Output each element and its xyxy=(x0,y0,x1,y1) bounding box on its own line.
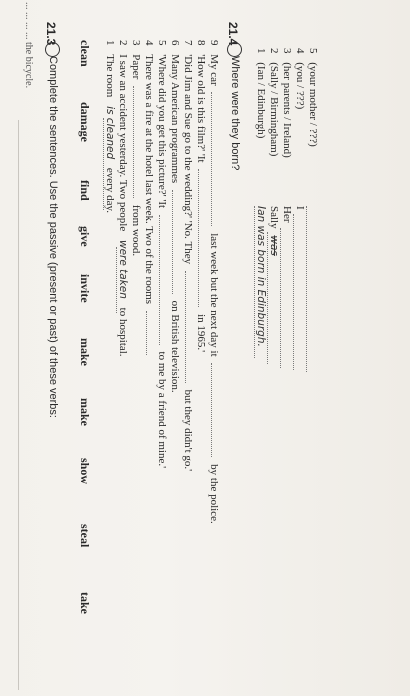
exercise-item xyxy=(294,48,306,109)
answer-blank[interactable] xyxy=(146,311,147,355)
exercise-item xyxy=(169,40,181,393)
verb-word: invite xyxy=(78,274,92,303)
item-text: to hospital. xyxy=(117,307,129,357)
item-number: 9 xyxy=(208,40,220,46)
item-number: 1 xyxy=(255,48,267,54)
exercise-item xyxy=(104,40,116,213)
previous-exercise-fragment: ... ... ... ... the bicycle. xyxy=(23,2,34,89)
answer-blank[interactable] xyxy=(159,215,160,345)
exercise-instruction: Complete the sentences. Use the passive (present or past) of these verbs: xyxy=(47,56,59,418)
answer-blank[interactable] xyxy=(198,169,199,307)
item-prompt: (her parents / Ireland) xyxy=(281,62,293,158)
verb-word: damage xyxy=(78,102,92,142)
answer-blank xyxy=(254,206,255,358)
item-text: 'Where did you get this picture?' 'It xyxy=(156,54,168,209)
item-number: 5 xyxy=(156,40,168,46)
verb-word: find xyxy=(78,180,92,201)
answer-blank[interactable] xyxy=(211,363,212,457)
handwritten-answer[interactable]: is cleaned xyxy=(104,106,116,160)
item-text: last week but the next day it xyxy=(208,233,220,357)
item-number: 6 xyxy=(169,40,181,46)
item-prompt: (your mother / ???) xyxy=(307,62,319,147)
answer-subject: Sally xyxy=(268,206,280,229)
item-text: but they didn't go.' xyxy=(182,389,194,472)
answer-blank xyxy=(293,214,294,370)
item-text: in 1965.' xyxy=(195,314,207,353)
answer-blank[interactable] xyxy=(133,86,134,198)
item-text: There was a fire at the hotel last week. Two of the rooms xyxy=(143,54,155,305)
handwritten-answer[interactable]: were taken xyxy=(117,240,129,299)
verb-word: give xyxy=(78,226,92,247)
answer-blank[interactable] xyxy=(172,190,173,294)
item-text: Paper xyxy=(130,54,142,80)
answer-blank[interactable] xyxy=(211,92,212,226)
item-text: every day. xyxy=(104,167,116,214)
verb-word: take xyxy=(78,592,92,614)
exercise-item xyxy=(268,48,280,156)
item-prompt: (you / ???) xyxy=(294,62,306,110)
verb-word: show xyxy=(78,458,92,485)
answer-blank xyxy=(306,206,307,372)
item-text: My car xyxy=(208,54,220,86)
item-number: 1 xyxy=(104,40,116,46)
answer-blank[interactable] xyxy=(185,271,186,383)
item-text: from wood. xyxy=(130,204,142,257)
exercise-item xyxy=(117,40,129,357)
item-text: to me by a friend of mine.' xyxy=(156,351,168,469)
exercise-item xyxy=(255,48,267,138)
exercise-item xyxy=(307,48,319,147)
item-number: 3 xyxy=(130,40,142,46)
exercise-item xyxy=(143,40,155,355)
exercise-item xyxy=(208,40,220,524)
item-text: Many American programmes xyxy=(169,54,181,184)
item-prompt: (Sally / Birmingham) xyxy=(268,62,280,157)
item-text: on British television. xyxy=(169,300,181,393)
exercise-item xyxy=(195,40,207,352)
item-number: 7 xyxy=(182,40,194,46)
exercise-item xyxy=(156,40,168,468)
item-number: 8 xyxy=(195,40,207,46)
verb-word: make xyxy=(78,398,92,426)
handwritten-answer[interactable]: was xyxy=(268,235,280,256)
answer-blank xyxy=(280,228,281,368)
verb-word: clean xyxy=(78,40,92,67)
verb-word: steal xyxy=(78,524,92,548)
verb-word: make xyxy=(78,338,92,366)
handwritten-answer[interactable]: Ian was born in Edinburgh. xyxy=(255,206,267,347)
item-number: 3 xyxy=(281,48,293,54)
answer-subject: Her xyxy=(281,206,293,223)
item-number: 4 xyxy=(143,40,155,46)
exercise-number: 21.4 xyxy=(226,22,242,57)
answer-start xyxy=(268,206,280,256)
item-number: 2 xyxy=(268,48,280,54)
item-text: by the police. xyxy=(208,464,220,524)
answer-blank xyxy=(116,247,117,313)
item-text: The room xyxy=(104,54,116,98)
item-text: I saw an accident yesterday. Two people xyxy=(117,54,129,232)
exercise-instruction: Where were they born? xyxy=(229,56,241,171)
item-prompt: (Ian / Edinburgh) xyxy=(255,62,267,139)
answer-blank xyxy=(267,232,268,364)
item-number: 4 xyxy=(294,48,306,54)
exercise-item xyxy=(130,40,142,256)
exercise-number: 21.3 xyxy=(44,22,60,57)
item-number: 2 xyxy=(117,40,129,46)
item-text: 'How old is this film?' 'It xyxy=(195,54,207,163)
item-text: 'Did Jim and Sue go to the wedding?' 'No. They xyxy=(182,54,194,265)
answer-blank xyxy=(103,118,104,210)
item-number: 5 xyxy=(307,48,319,54)
exercise-item xyxy=(182,40,194,471)
answer-subject: I xyxy=(294,206,306,210)
answer-line xyxy=(18,120,19,690)
exercise-item xyxy=(281,48,293,158)
